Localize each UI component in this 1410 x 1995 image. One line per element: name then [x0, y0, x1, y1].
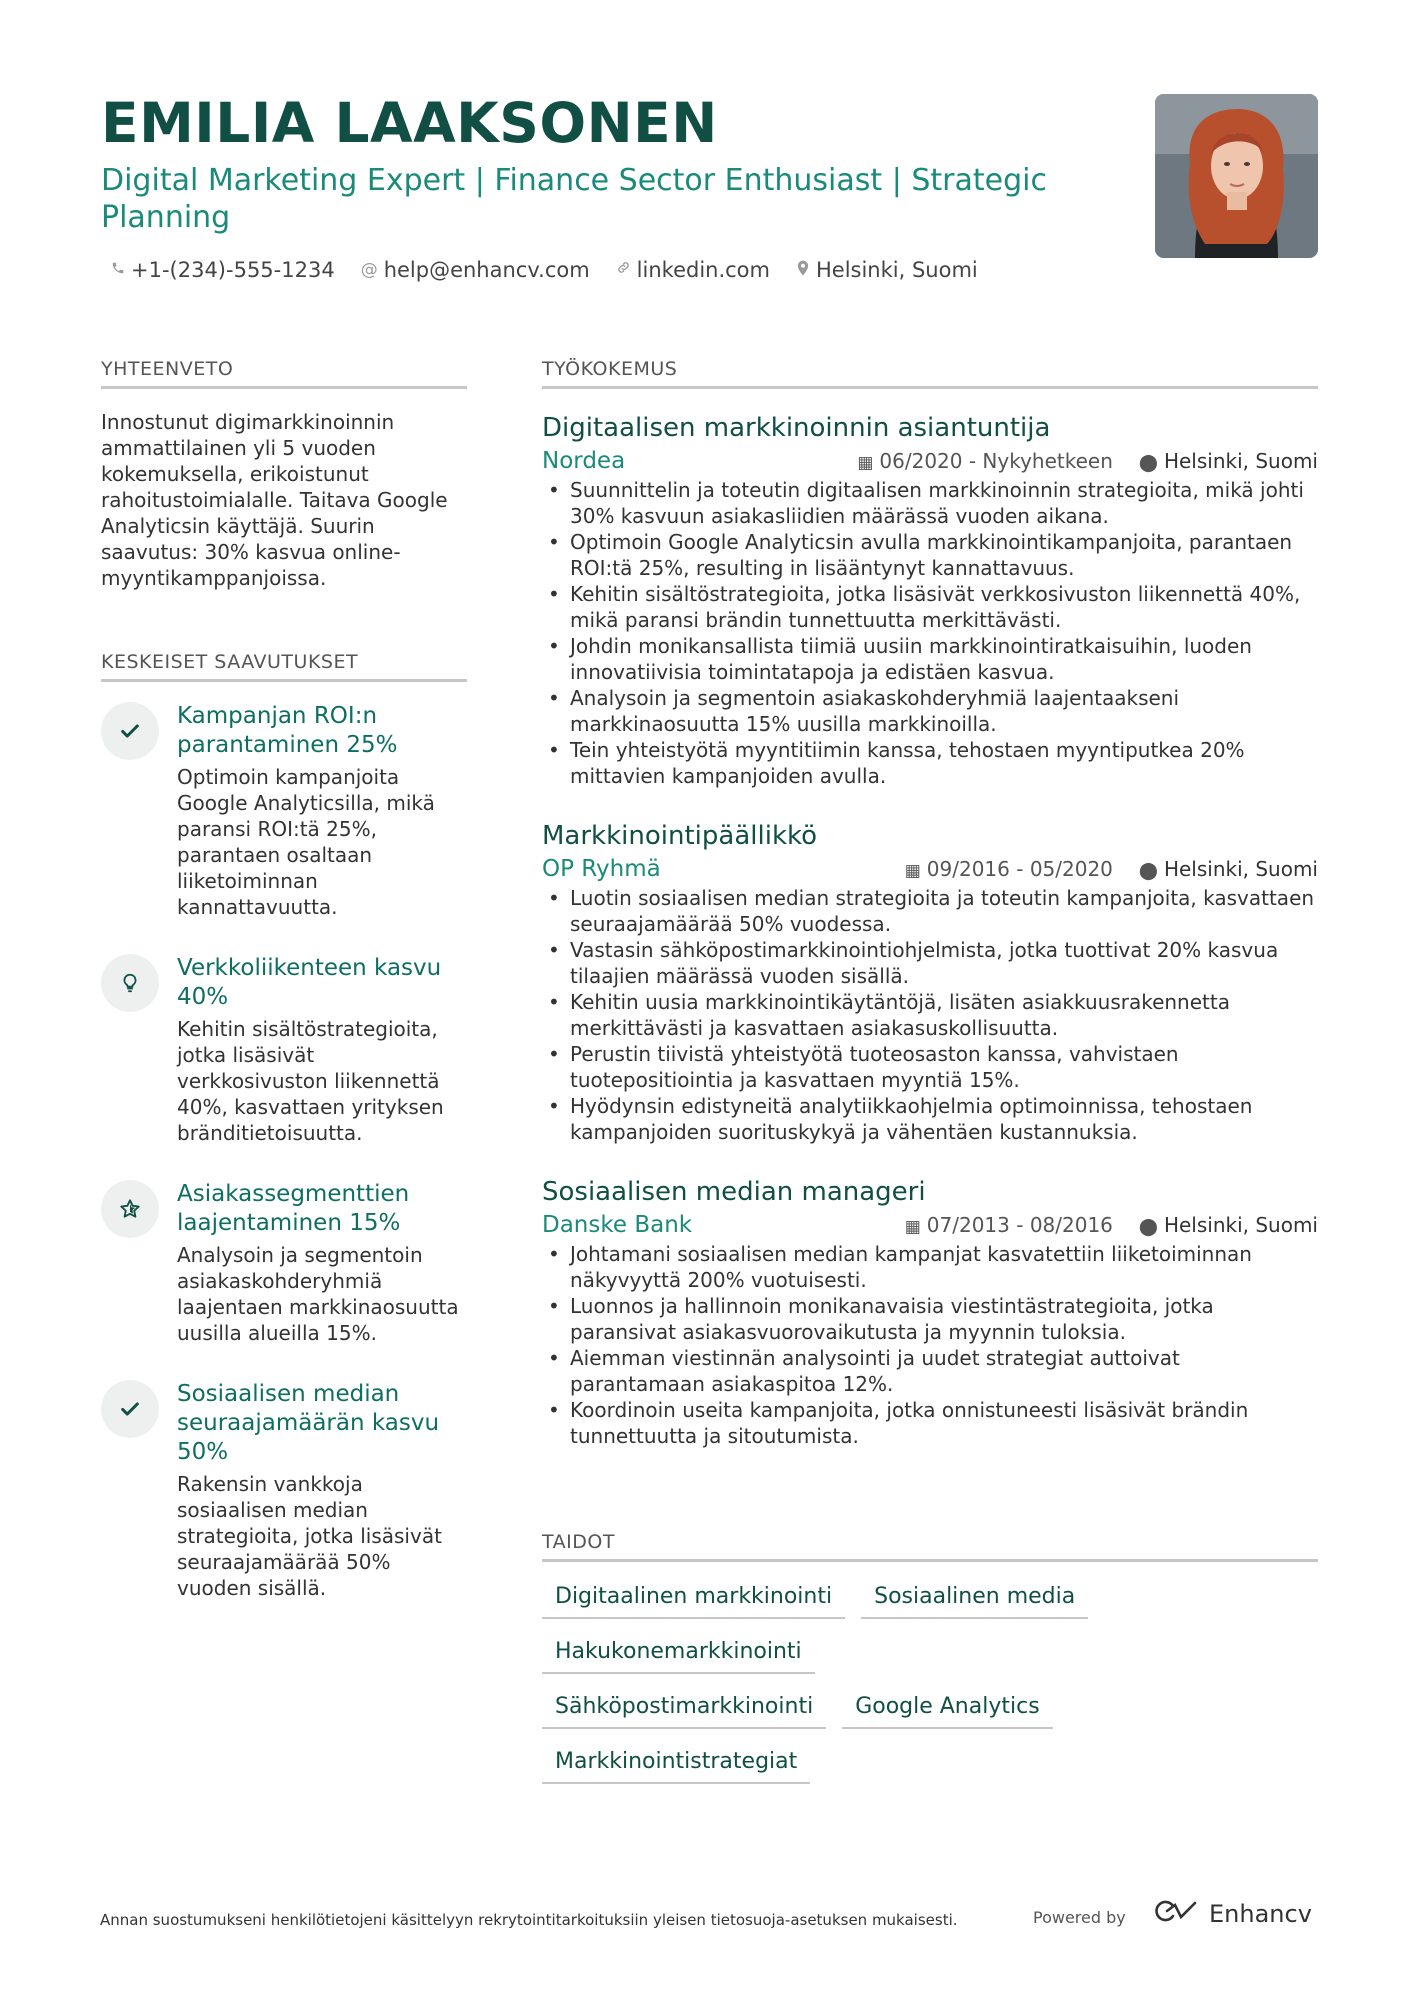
bullet-item: • Luonnos ja hallinnoin monikanavaisia viestintästrategioita, jotka paransivat asiakasvuorovaikutusta ja myynnin tuloksia.: [542, 1293, 1318, 1345]
job-location: Helsinki, Suomi: [1163, 1213, 1318, 1237]
skill-tag: Sähköpostimarkkinointi: [542, 1686, 826, 1729]
skill-tag: Digitaalinen markkinointi: [542, 1576, 845, 1619]
bullet-item: • Analysoin ja segmentoin asiakaskohderyhmiä laajentaakseni markkinaosuutta 15% uusilla markkinoilla.: [542, 685, 1318, 737]
job-bullets: [542, 1241, 1318, 1449]
job-dates: 07/2013 - 08/2016: [926, 1213, 1113, 1237]
bullet-item: • Johtamani sosiaalisen median kampanjat kasvatettiin liiketoiminnan näkyvyyttä 200% vuotuisesti.: [542, 1241, 1318, 1293]
bullet-item: • Hyödynsin edistyneitä analytiikkaohjelmia optimoinnissa, tehostaen kampanjoiden suorituskykyä ja vähentäen kustannuksia.: [542, 1093, 1318, 1145]
contact-phone[interactable]: [111, 258, 335, 282]
candidate-name: EMILIA LAAKSONEN: [101, 91, 718, 155]
contact-email[interactable]: [361, 258, 590, 282]
achievement-item: [101, 702, 467, 920]
gdpr-consent-note: Annan suostumukseni henkilötietojeni käsittelyyn rekrytointitarkoituksiin yleisen tietosuoja-asetuksen mukaisesti.: [100, 1911, 958, 1929]
phone-text: +1-(234)-555-1234: [131, 258, 335, 282]
location-pin-icon: ⬤: [1138, 1217, 1158, 1237]
achievements-heading: KESKEISET SAAVUTUKSET: [101, 651, 467, 682]
job-dates-wrap: [905, 857, 1113, 881]
bullet-item: • Vastasin sähköpostimarkkinointiohjelmista, jotka tuottivat 20% kasvua tilaajien määrässä vuoden sisällä.: [542, 937, 1318, 989]
achievement-description: Kehitin sisältöstrategioita, jotka lisäsivät verkkosivuston liikennettä 40%, kasvattaen yrityksen bränditietoisuutta.: [177, 1017, 444, 1145]
achievement-title: Asiakassegmenttien laajentaminen 15%: [177, 1181, 410, 1236]
contact-bar: [101, 258, 1101, 282]
skills-list: [542, 1576, 1102, 1784]
bullet-item: • Aiemman viestinnän analysointi ja uudet strategiat auttoivat parantamaan asiakaspitoa 12%.: [542, 1345, 1318, 1397]
check-icon: [101, 702, 159, 760]
achievements-section: [101, 651, 467, 1601]
bullet-item: • Perustin tiivistä yhteistyötä tuoteosaston kanssa, vahvistaen tuotepositiointia ja kasvattaen myyntiä 15%.: [542, 1041, 1318, 1093]
candidate-headline: Digital Marketing Expert | Finance Sector Enthusiast | Strategic Planning: [101, 163, 1047, 235]
job-bullets: [542, 885, 1318, 1145]
job-dates-wrap: [857, 449, 1113, 473]
skill-tag: Google Analytics: [842, 1686, 1052, 1729]
job-location: Helsinki, Suomi: [1163, 449, 1318, 473]
bullet-item: • Johdin monikansallista tiimiä uusiin markkinointiratkaisuihin, luoden innovatiivisia toimintatapoja ja edistäen kasvua.: [542, 633, 1318, 685]
achievement-title: Kampanjan ROI:n parantaminen 25%: [177, 703, 398, 758]
achievement-title: Verkkoliikenteen kasvu 40%: [177, 955, 442, 1010]
check-icon: [101, 1380, 159, 1438]
job-dates: 09/2016 - 05/2020: [926, 857, 1113, 881]
achievement-item: [101, 954, 467, 1146]
summary-heading: YHTEENVETO: [101, 358, 467, 389]
calendar-icon: ▦: [904, 861, 921, 881]
at-icon: @: [360, 260, 378, 280]
calendar-icon: ▦: [904, 1217, 921, 1237]
job-title: Sosiaalisen median manageri: [542, 1177, 926, 1207]
achievement-title: Sosiaalisen median seuraajamäärän kasvu 50%: [177, 1381, 440, 1465]
skill-tag: Markkinointistrategiat: [542, 1741, 810, 1784]
achievement-description: Rakensin vankkoja sosiaalisen median strategioita, jotka lisäsivät seuraajamäärää 50% vuoden sisällä.: [177, 1472, 442, 1600]
skill-tag: Hakukonemarkkinointi: [542, 1631, 815, 1674]
linkedin-text: linkedin.com: [636, 258, 770, 282]
profile-photo: [1155, 94, 1318, 258]
location-pin-icon: ⬤: [1138, 453, 1158, 473]
enhancv-logo-text: Enhancv: [1209, 1900, 1312, 1928]
job-entry: [542, 1175, 1318, 1449]
location-pin-icon: [796, 260, 810, 281]
bullet-item: • Optimoin Google Analyticsin avulla markkinointikampanjoita, parantaen ROI:tä 25%, resulting in lisääntynyt kannattavuus.: [542, 529, 1318, 581]
job-location-wrap: [1139, 1213, 1318, 1237]
achievement-item: [101, 1380, 467, 1601]
bullet-item: • Kehitin uusia markkinointikäytäntöjä, lisäten asiakkuusrakennetta merkittävästi ja kasvattaen asiakasuskollisuutta.: [542, 989, 1318, 1041]
job-location: Helsinki, Suomi: [1163, 857, 1318, 881]
job-location-wrap: [1139, 857, 1318, 881]
star-icon: [101, 1180, 159, 1238]
job-dates-wrap: [905, 1213, 1113, 1237]
phone-icon: [111, 260, 125, 280]
powered-by-label: Powered by: [1033, 1908, 1126, 1927]
contact-linkedin[interactable]: [616, 258, 770, 282]
lightbulb-icon: [101, 954, 159, 1012]
summary-section: [101, 358, 467, 591]
achievement-item: [101, 1180, 467, 1346]
location-text: Helsinki, Suomi: [815, 258, 978, 282]
skills-heading: TAIDOT: [542, 1531, 1318, 1562]
email-text: help@enhancv.com: [383, 258, 590, 282]
calendar-icon: ▦: [857, 453, 874, 473]
summary-text: Innostunut digimarkkinoinnin ammattilainen yli 5 vuoden kokemuksella, erikoistunut rahoitustoimialalle. Taitava Google Analyticsin käyttäjä. Suurin saavutus: 30% kasvua online-myyntikamppanjoissa.: [101, 410, 448, 590]
bullet-item: • Tein yhteistyötä myyntitiimin kanssa, tehostaen myyntiputkea 20% mittavien kampanjoiden avulla.: [542, 737, 1318, 789]
company-name: Nordea: [542, 448, 626, 474]
achievement-description: Optimoin kampanjoita Google Analyticsilla, mikä paransi ROI:tä 25%, parantaen osaltaan liiketoiminnan kannattavuutta.: [177, 765, 435, 919]
enhancv-logo-icon: [1153, 1898, 1201, 1930]
job-title: Digitaalisen markkinoinnin asiantuntija: [542, 413, 1051, 443]
job-title: Markkinointipäällikkö: [542, 821, 818, 851]
company-name: OP Ryhmä: [542, 856, 661, 882]
job-location-wrap: [1139, 449, 1318, 473]
experience-heading: TYÖKOKEMUS: [542, 358, 1318, 389]
job-dates: 06/2020 - Nykyhetkeen: [879, 449, 1113, 473]
job-entry: [542, 819, 1318, 1145]
bullet-item: • Koordinoin useita kampanjoita, jotka onnistuneesti lisäsivät brändin tunnettuutta ja sitoutumista.: [542, 1397, 1318, 1449]
achievement-description: Analysoin ja segmentoin asiakaskohderyhmiä laajentaen markkinaosuutta uusilla alueilla 15%.: [177, 1243, 459, 1345]
job-entry: [542, 411, 1318, 789]
bullet-item: • Kehitin sisältöstrategioita, jotka lisäsivät verkkosivuston liikennettä 40%, mikä paransi brändin tunnettuutta merkittävästi.: [542, 581, 1318, 633]
enhancv-logo[interactable]: [1153, 1898, 1312, 1930]
location-pin-icon: ⬤: [1138, 861, 1158, 881]
link-icon: [616, 260, 631, 280]
bullet-item: • Luotin sosiaalisen median strategioita ja toteutin kampanjoita, kasvattaen seuraajamäärää 50% vuodessa.: [542, 885, 1318, 937]
job-bullets: [542, 477, 1318, 789]
bullet-item: • Suunnittelin ja toteutin digitaalisen markkinoinnin strategioita, mikä johti 30% kasvuun asiakasliidien määrässä vuoden aikana.: [542, 477, 1318, 529]
contact-location: [796, 258, 978, 282]
skill-tag: Sosiaalinen media: [861, 1576, 1088, 1619]
skills-section: [542, 1531, 1318, 1784]
company-name: Danske Bank: [542, 1212, 693, 1238]
resume-header: [101, 90, 1101, 282]
experience-section: [542, 358, 1318, 1449]
